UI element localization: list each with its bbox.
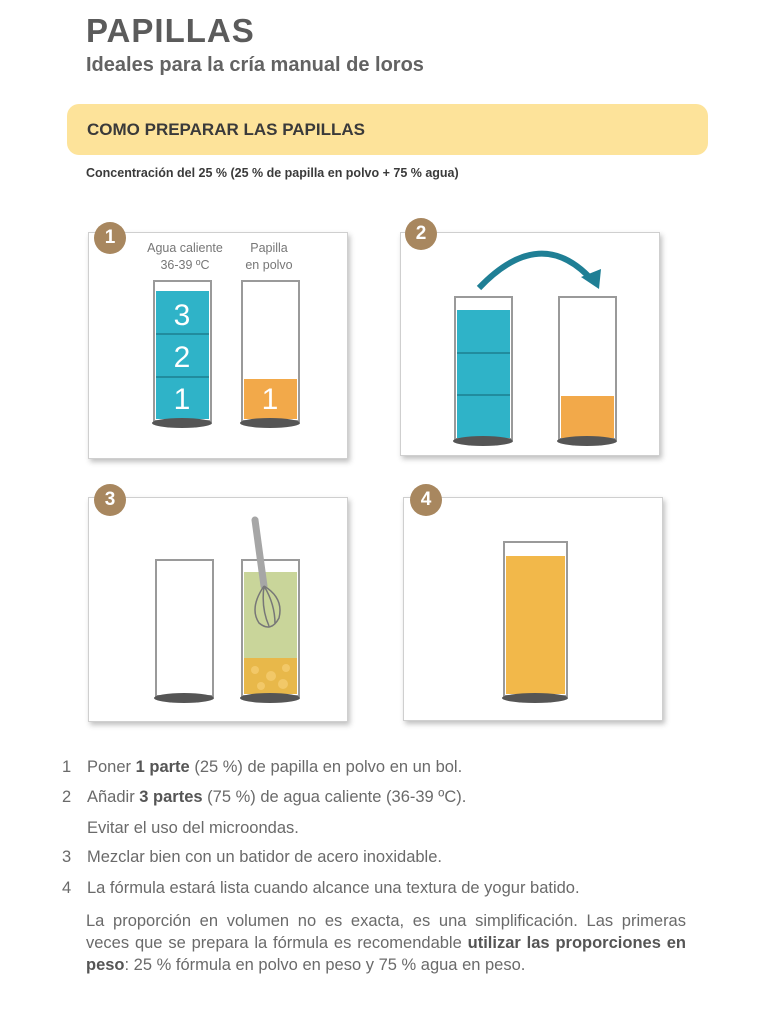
section-banner	[67, 104, 708, 155]
section-heading: COMO PREPARAR LAS PAPILLAS	[87, 120, 365, 139]
step-text-post: (75 %) de agua caliente (36-39 ºC).	[202, 788, 467, 806]
water-label-line2: 36-39 ºC	[160, 258, 210, 272]
step-2-badge: 2	[405, 218, 437, 250]
step-2-panel	[400, 232, 660, 456]
step-2-illustration	[401, 233, 659, 455]
step-number: 3	[62, 848, 72, 866]
step-number: 2	[62, 788, 72, 806]
step-1-illustration	[89, 233, 347, 458]
water-glass-fill	[457, 310, 510, 438]
powder-label-line1: Papilla	[250, 241, 288, 255]
water-level-3: 3	[173, 299, 191, 332]
page-subtitle: Ideales para la cría manual de loros	[86, 54, 424, 76]
step-text: Mezclar bien con un batidor de acero inoxidable.	[87, 848, 442, 866]
weight-proportion-note	[86, 910, 686, 976]
step-4-badge: 4	[410, 484, 442, 516]
pour-arrow	[479, 254, 593, 288]
note-text-pre: La proporción en volumen no es exacta, es una simplificación. Las primeras veces que se prepara la fórmula es recomendable	[86, 912, 686, 952]
powder-label-line2: en polvo	[245, 258, 293, 272]
step-text-post: (25 %) de papilla en polvo en un bol.	[189, 758, 463, 776]
note-text-post: : 25 % fórmula en polvo en peso y 75 % agua en peso.	[124, 956, 526, 974]
step-number: 4	[62, 879, 72, 897]
step-text	[87, 758, 462, 777]
formula-fill	[506, 556, 565, 694]
step-4-illustration	[404, 498, 662, 720]
step-text-pre: Añadir	[87, 788, 140, 806]
step-3-illustration	[89, 498, 347, 721]
step-number: 1	[62, 758, 72, 776]
step-text: Evitar el uso del microondas.	[87, 819, 299, 837]
powder-level-1: 1	[261, 383, 279, 416]
step-text-bold: 3 partes	[139, 788, 203, 806]
powder-fill	[561, 396, 614, 438]
step-3-badge: 3	[94, 484, 126, 516]
empty-glass	[156, 560, 213, 696]
note-text-bold: utilizar las proporciones en peso	[86, 934, 686, 974]
step-1-panel	[88, 232, 348, 459]
step-4-panel	[403, 497, 663, 721]
step-text	[87, 788, 466, 807]
step-text-bold: 1 parte	[135, 758, 190, 776]
water-level-2: 2	[173, 341, 191, 374]
step-text: La fórmula estará lista cuando alcance una textura de yogur batido.	[87, 879, 580, 897]
concentration-note: Concentración del 25 % (25 % de papilla en polvo + 75 % agua)	[86, 166, 459, 180]
water-level-1: 1	[173, 383, 191, 416]
step-3-panel	[88, 497, 348, 722]
water-label-line1: Agua caliente	[147, 241, 223, 255]
step-text-pre: Poner	[87, 758, 136, 776]
step-1-badge: 1	[94, 222, 126, 254]
page-title: PAPILLAS	[86, 12, 255, 49]
